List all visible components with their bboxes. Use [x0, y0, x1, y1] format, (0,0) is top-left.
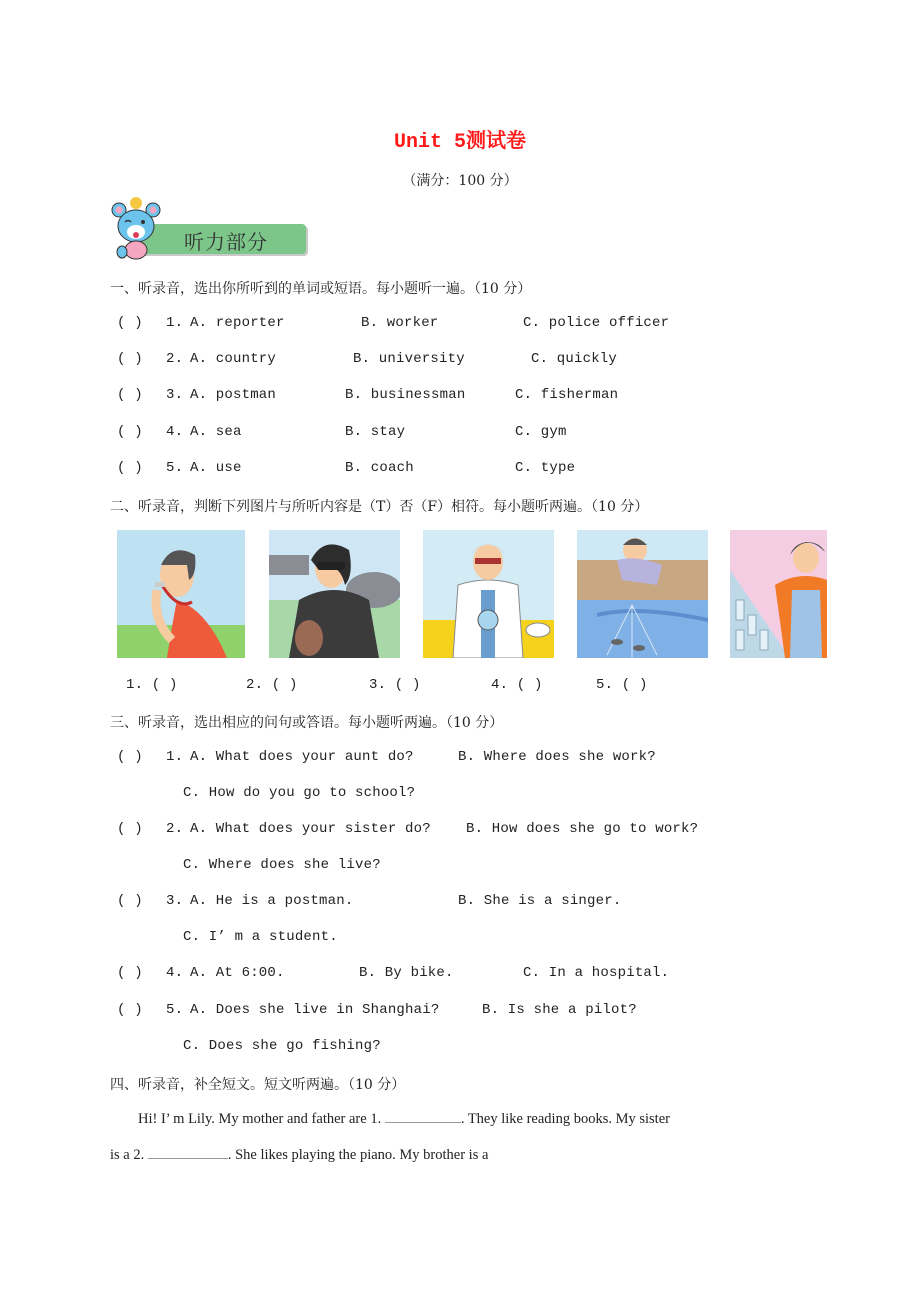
part1-q5-num: 5.	[166, 460, 184, 476]
part3-q2-option-b: B. How does she go to work?	[466, 821, 699, 837]
part1-q5-option-c: C. type	[515, 460, 576, 476]
part1-q5-option-a: A. use	[190, 460, 242, 476]
part1-q2-option-c: C. quickly	[531, 351, 618, 367]
part1-q1-option-b: B. worker	[361, 315, 439, 331]
part3-q3-option-c: C. I’ m a student.	[183, 929, 338, 945]
part3-q3-bracket[interactable]: ( )	[117, 893, 143, 909]
part1-q1-bracket[interactable]: ( )	[117, 315, 143, 331]
part3-q4-num: 4.	[166, 965, 184, 981]
part1-q4-bracket[interactable]: ( )	[117, 424, 143, 440]
part3-q3-num: 3.	[166, 893, 184, 909]
part1-q2-bracket[interactable]: ( )	[117, 351, 143, 367]
part3-q2-num: 2.	[166, 821, 184, 837]
part1-q5-bracket[interactable]: ( )	[117, 460, 143, 476]
part3-q5-num: 5.	[166, 1002, 184, 1018]
blank-1-input[interactable]	[385, 1110, 461, 1123]
part3-q3-option-a: A. He is a postman.	[190, 893, 354, 909]
page-title: Unit 5测试卷	[393, 131, 526, 154]
picture-5-factory-worker	[730, 530, 827, 658]
picture-2-pilot	[269, 530, 400, 658]
part3-q1-num: 1.	[166, 749, 184, 765]
part1-instruction: 一、听录音，选出你所听到的单词或短语。每小题听一遍。（10 分）	[110, 281, 532, 297]
bear-mascot-icon	[110, 196, 162, 260]
part3-q5-bracket[interactable]: ( )	[117, 1002, 143, 1018]
passage-line-2-start: is a 2.	[110, 1147, 145, 1163]
passage-line-1-start: Hi! I’ m Lily. My mother and father are 1.	[138, 1111, 382, 1127]
passage-line-2	[110, 1146, 488, 1164]
part1-q2-option-a: A. country	[190, 351, 277, 367]
part2-instruction: 二、听录音，判断下列图片与所听内容是（T）否（F）相符。每小题听两遍。（10 分）	[110, 499, 649, 515]
picture-3-answer[interactable]: 3. ( )	[369, 677, 421, 693]
part1-q1-option-c: C. police officer	[523, 315, 670, 331]
part1-q4-num: 4.	[166, 424, 184, 440]
part3-q4-bracket[interactable]: ( )	[117, 965, 143, 981]
part3-q4-option-c: C. In a hospital.	[523, 965, 670, 981]
part1-q3-num: 3.	[166, 387, 184, 403]
part1-q2-option-b: B. university	[353, 351, 465, 367]
blank-2-input[interactable]	[148, 1146, 228, 1159]
picture-1-answer[interactable]: 1. ( )	[126, 677, 178, 693]
part3-q1-option-c: C. How do you go to school?	[183, 785, 416, 801]
part1-q1-option-a: A. reporter	[190, 315, 285, 331]
part1-q2-num: 2.	[166, 351, 184, 367]
part3-q5-option-c: C. Does she go fishing?	[183, 1038, 381, 1054]
part1-q5-option-b: B. coach	[345, 460, 414, 476]
part3-instruction: 三、听录音，选出相应的问句或答语。每小题听两遍。（10 分）	[110, 715, 504, 731]
part3-q1-option-a: A. What does your aunt do?	[190, 749, 414, 765]
score-subtitle: （满分：100 分）	[402, 173, 518, 189]
part1-q3-option-a: A. postman	[190, 387, 277, 403]
part3-q1-bracket[interactable]: ( )	[117, 749, 143, 765]
part3-q5-option-a: A. Does she live in Shanghai?	[190, 1002, 440, 1018]
part3-q3-option-b: B. She is a singer.	[458, 893, 622, 909]
passage-line-1	[138, 1110, 670, 1128]
part3-q4-option-a: A. At 6:00.	[190, 965, 285, 981]
part1-q4-option-a: A. sea	[190, 424, 242, 440]
badge-bar	[138, 224, 306, 254]
passage-line-1-end: . They like reading books. My sister	[460, 1111, 670, 1127]
part3-q5-option-b: B. Is she a pilot?	[482, 1002, 637, 1018]
picture-3-scientist	[423, 530, 554, 658]
part3-q2-option-c: C. Where does she live?	[183, 857, 381, 873]
part1-q3-bracket[interactable]: ( )	[117, 387, 143, 403]
part3-q2-option-a: A. What does your sister do?	[190, 821, 431, 837]
picture-2-answer[interactable]: 2. ( )	[246, 677, 298, 693]
picture-4-answer[interactable]: 4. ( )	[491, 677, 543, 693]
part1-q3-option-c: C. fisherman	[515, 387, 619, 403]
picture-4-fisherman	[577, 530, 708, 658]
part3-q1-option-b: B. Where does she work?	[458, 749, 656, 765]
part1-q4-option-c: C. gym	[515, 424, 567, 440]
part1-q4-option-b: B. stay	[345, 424, 406, 440]
picture-1-whistle-man	[117, 530, 245, 658]
part3-q2-bracket[interactable]: ( )	[117, 821, 143, 837]
part1-q3-option-b: B. businessman	[345, 387, 466, 403]
passage-line-2-end: . She likes playing the piano. My brother is a	[227, 1147, 489, 1163]
picture-5-answer[interactable]: 5. ( )	[596, 677, 648, 693]
badge-label: 听力部分	[184, 230, 268, 254]
part1-q1-num: 1.	[166, 315, 184, 331]
part3-q4-option-b: B. By bike.	[359, 965, 454, 981]
part4-instruction: 四、听录音，补全短文。短文听两遍。（10 分）	[110, 1077, 406, 1093]
listening-section-badge	[110, 196, 310, 264]
